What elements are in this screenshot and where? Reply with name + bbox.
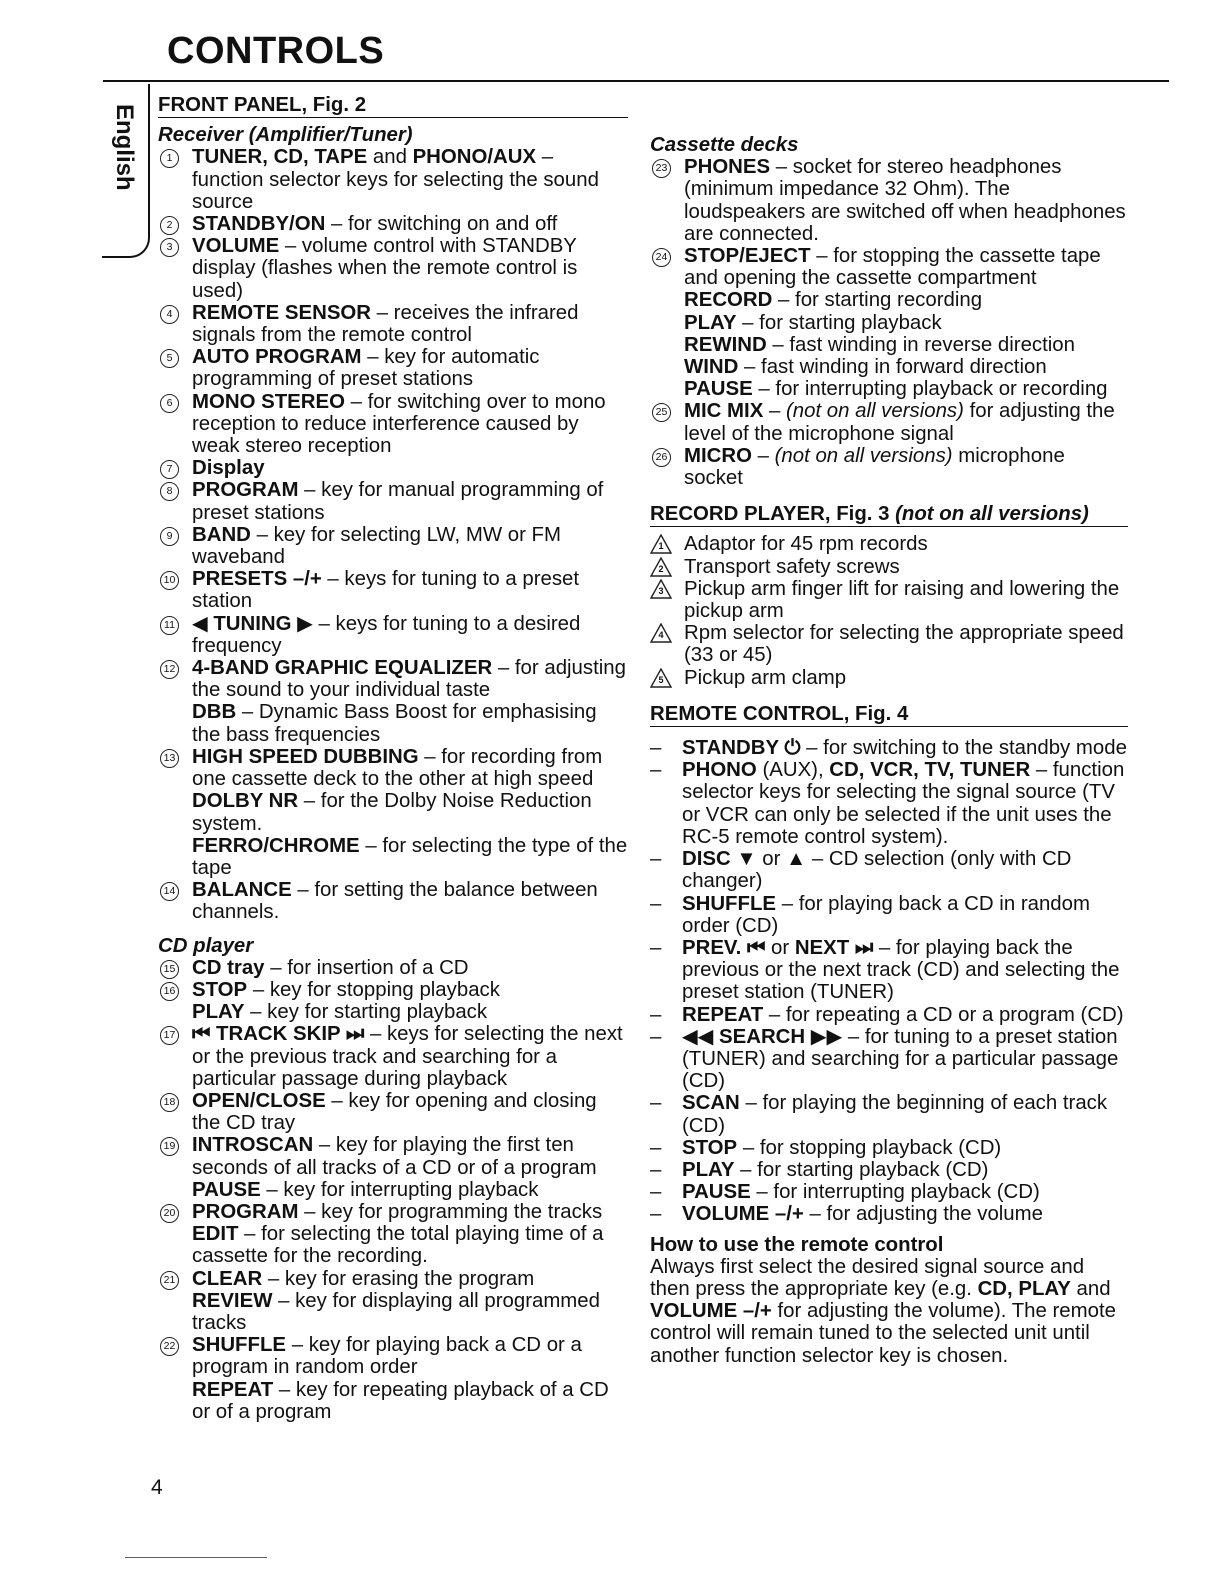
remote-key: NEXT ⏭ bbox=[794, 936, 874, 959]
control-key: TUNER, CD, TAPE bbox=[192, 146, 368, 169]
control-key: DBB bbox=[192, 701, 237, 724]
bottom-divider bbox=[125, 1557, 267, 1558]
record-player-description: Transport safety screws bbox=[684, 555, 900, 578]
warning-triangle-icon bbox=[650, 623, 672, 643]
control-description: – keys for selecting the next or the previous track and searching for a particular passage during playback bbox=[192, 1023, 623, 1090]
control-note: (not on all versions) bbox=[774, 444, 953, 467]
remote-control-item bbox=[650, 1026, 1128, 1093]
control-description: microphone socket bbox=[684, 444, 1065, 490]
control-description: – fast winding in forward direction bbox=[738, 356, 1047, 379]
remote-key: SCAN bbox=[682, 1092, 740, 1115]
control-description: – key for starting playback bbox=[244, 1001, 488, 1024]
control-key: STOP bbox=[192, 978, 248, 1001]
item-number-badge: 21 bbox=[160, 1271, 179, 1290]
item-number-badge: 5 bbox=[160, 349, 179, 368]
control-sub-item bbox=[650, 334, 1128, 356]
item-number-badge: 18 bbox=[160, 1093, 179, 1112]
control-key: CD tray bbox=[192, 956, 265, 979]
control-key: REPEAT bbox=[192, 1378, 274, 1401]
control-item bbox=[158, 613, 628, 657]
remote-description: – for repeating a CD or a program (CD) bbox=[763, 1003, 1124, 1026]
remote-control-list bbox=[650, 737, 1128, 1225]
control-description: – function selector keys for selecting the sound source bbox=[192, 146, 599, 213]
record-player-heading-text: RECORD PLAYER, Fig. 3 bbox=[650, 503, 896, 526]
item-number-badge: 10 bbox=[160, 571, 179, 590]
howto-text-2: and bbox=[1070, 1277, 1111, 1300]
control-description: – for starting recording bbox=[772, 289, 983, 312]
control-description: – key for selecting LW, MW or FM waveband bbox=[192, 523, 561, 569]
item-number-badge: 16 bbox=[160, 982, 179, 1001]
remote-control-item bbox=[650, 848, 1128, 892]
control-key: PAUSE bbox=[192, 1178, 261, 1201]
control-description: – key for opening and closing the CD tray bbox=[192, 1089, 597, 1135]
control-key: PAUSE bbox=[684, 378, 753, 401]
remote-key: VOLUME –/+ bbox=[682, 1203, 804, 1226]
language-tab bbox=[102, 84, 150, 258]
howto-paragraph bbox=[650, 1256, 1128, 1367]
control-description: – keys for tuning to a desired frequency bbox=[192, 612, 581, 657]
remote-control-item bbox=[650, 1137, 1128, 1159]
remote-control-heading: REMOTE CONTROL, Fig. 4 bbox=[650, 703, 1128, 727]
remote-control-item bbox=[650, 1181, 1128, 1203]
remote-control-item bbox=[650, 1092, 1128, 1136]
control-description: – for the Dolby Noise Reduction system. bbox=[192, 790, 592, 835]
control-key: PHONO/AUX bbox=[412, 146, 537, 169]
control-key: RECORD bbox=[684, 289, 773, 312]
page-title: CONTROLS bbox=[167, 30, 385, 72]
control-key: Display bbox=[192, 457, 265, 480]
remote-key: PAUSE bbox=[682, 1181, 751, 1204]
control-description: – for insertion of a CD bbox=[264, 956, 469, 979]
control-description: – for selecting the type of the tape bbox=[192, 834, 628, 879]
record-player-item bbox=[650, 578, 1128, 622]
record-player-item bbox=[650, 533, 1128, 555]
control-sub-item bbox=[158, 1379, 628, 1423]
language-label: English bbox=[111, 104, 138, 191]
control-key: ◀ TUNING ▶ bbox=[192, 612, 313, 635]
control-key: REMOTE SENSOR bbox=[192, 301, 372, 324]
control-key: PHONES bbox=[684, 156, 771, 179]
control-description: – Dynamic Bass Boost for emphasising the bass frequencies bbox=[192, 701, 597, 746]
howto-text-3: for adjusting the volume). The remote control will remain tuned to the selected unit until another function selector key is chosen. bbox=[650, 1300, 1116, 1367]
control-key: REVIEW bbox=[192, 1289, 273, 1312]
record-player-description: Pickup arm clamp bbox=[684, 666, 847, 689]
triangle-number: 2 bbox=[658, 563, 664, 574]
control-description: – key for manual programming of preset stations bbox=[192, 479, 604, 524]
control-key: MIC MIX bbox=[684, 400, 764, 423]
control-key: FERRO/CHROME bbox=[192, 834, 360, 857]
item-number-badge: 26 bbox=[652, 448, 671, 467]
top-divider bbox=[103, 80, 1169, 82]
control-description: – key for interrupting playback bbox=[260, 1178, 539, 1201]
control-item bbox=[158, 746, 628, 790]
control-description: – for starting playback bbox=[736, 311, 942, 334]
control-description: – for stopping the cassette tape and opening the cassette compartment bbox=[684, 245, 1101, 290]
control-description: – for setting the balance between channels. bbox=[192, 879, 598, 924]
warning-triangle-icon bbox=[650, 579, 672, 599]
remote-description: – for switching to the standby mode bbox=[800, 737, 1127, 760]
control-joiner: and bbox=[367, 146, 413, 169]
remote-description: – for playing back the previous or the next track (CD) and selecting the preset station (TUNER) bbox=[682, 936, 1120, 1004]
control-item bbox=[158, 1201, 628, 1223]
remote-control-item bbox=[650, 737, 1128, 759]
control-description: – fast winding in reverse direction bbox=[766, 333, 1075, 356]
control-item bbox=[650, 400, 1128, 444]
control-item bbox=[158, 457, 628, 479]
control-item bbox=[650, 156, 1128, 245]
item-number-badge: 19 bbox=[160, 1137, 179, 1156]
control-item bbox=[650, 245, 1128, 289]
control-sub-item bbox=[650, 289, 1128, 311]
control-key: SHUFFLE bbox=[192, 1334, 287, 1357]
record-player-heading-note: (not on all versions) bbox=[895, 503, 1089, 526]
control-key: PLAY bbox=[192, 1001, 245, 1024]
remote-description: – for tuning to a preset station (TUNER) and searching for a particular passage (CD) bbox=[682, 1025, 1119, 1093]
control-sub-item bbox=[158, 1290, 628, 1334]
remote-key: REPEAT bbox=[682, 1003, 764, 1026]
item-number-badge: 9 bbox=[160, 527, 179, 546]
control-key: HIGH SPEED DUBBING bbox=[192, 745, 419, 768]
cassette-subheading: Cassette decks bbox=[650, 134, 799, 156]
triangle-number: 1 bbox=[658, 541, 664, 552]
control-key: EDIT bbox=[192, 1223, 239, 1246]
record-player-description: Adaptor for 45 rpm records bbox=[684, 533, 928, 556]
item-number-badge: 2 bbox=[160, 216, 179, 235]
remote-joiner: (AUX), bbox=[756, 759, 830, 782]
remote-control-item bbox=[650, 937, 1128, 1004]
control-description: – key for displaying all programmed tracks bbox=[192, 1289, 600, 1334]
control-item bbox=[158, 1268, 628, 1290]
item-number-badge: 13 bbox=[160, 749, 179, 768]
remote-description: – for interrupting playback (CD) bbox=[750, 1181, 1040, 1204]
item-number-badge: 23 bbox=[652, 159, 671, 178]
control-item bbox=[158, 146, 628, 213]
control-note: (not on all versions) bbox=[785, 400, 964, 423]
howto-key-1: CD, PLAY bbox=[977, 1277, 1071, 1300]
item-number-badge: 6 bbox=[160, 394, 179, 413]
record-player-item bbox=[650, 622, 1128, 666]
remote-joiner: or bbox=[756, 848, 787, 871]
record-player-item bbox=[650, 556, 1128, 578]
control-description: – for recording from one cassette deck to the other at high speed bbox=[192, 745, 603, 791]
howto-heading: How to use the remote control bbox=[650, 1233, 944, 1256]
control-item bbox=[650, 445, 1128, 489]
control-item bbox=[158, 302, 628, 346]
control-item bbox=[158, 957, 628, 979]
front-panel-heading: FRONT PANEL, Fig. 2 bbox=[158, 94, 628, 118]
control-description: – for adjusting the sound to your individual taste bbox=[192, 657, 626, 702]
item-number-badge: 20 bbox=[160, 1204, 179, 1223]
control-sub-item bbox=[650, 312, 1128, 334]
remote-control-item bbox=[650, 1203, 1128, 1225]
control-item bbox=[158, 657, 628, 701]
remote-key: DISC ▼ bbox=[682, 848, 757, 871]
control-description: – key for erasing the program bbox=[262, 1267, 535, 1290]
right-column bbox=[650, 118, 1128, 1367]
control-key: VOLUME bbox=[192, 235, 280, 258]
item-number-badge: 22 bbox=[160, 1337, 179, 1356]
remote-key: CD, VCR, TV, TUNER bbox=[829, 759, 1031, 782]
control-sub-item bbox=[158, 835, 628, 879]
warning-triangle-icon bbox=[650, 668, 672, 688]
record-player-item bbox=[650, 667, 1128, 689]
warning-triangle-icon bbox=[650, 534, 672, 554]
control-description: – key for playing back a CD or a program in random order bbox=[192, 1334, 582, 1379]
item-number-badge: 11 bbox=[160, 616, 179, 635]
control-sub-item bbox=[158, 701, 628, 745]
warning-triangle-icon bbox=[650, 557, 672, 577]
control-key: ⏮ TRACK SKIP ⏭ bbox=[192, 1023, 365, 1046]
control-sub-item bbox=[158, 1001, 628, 1023]
remote-key: ◀◀ SEARCH ▶▶ bbox=[682, 1025, 843, 1048]
control-item bbox=[158, 524, 628, 568]
page-number: 4 bbox=[151, 1476, 163, 1499]
control-key: REWIND bbox=[684, 333, 767, 356]
item-number-badge: 14 bbox=[160, 882, 179, 901]
remote-description: – for playing the beginning of each track (CD) bbox=[682, 1092, 1108, 1137]
remote-key: SHUFFLE bbox=[682, 892, 777, 915]
control-description: – socket for stereo headphones (minimum impedance 32 Ohm). The loudspeakers are switched off when headphones are connected. bbox=[684, 156, 1126, 245]
remote-description: – for adjusting the volume bbox=[803, 1203, 1043, 1226]
triangle-number: 5 bbox=[658, 674, 664, 685]
control-key: BALANCE bbox=[192, 879, 292, 902]
control-description: – key for programming the tracks bbox=[298, 1200, 603, 1223]
control-item bbox=[158, 568, 628, 612]
control-description: – key for stopping playback bbox=[247, 978, 500, 1001]
control-description: – receives the infrared signals from the remote control bbox=[192, 301, 579, 347]
remote-key: ▲ bbox=[786, 848, 807, 871]
control-item bbox=[158, 479, 628, 523]
item-number-badge: 7 bbox=[160, 460, 179, 479]
remote-key: PHONO bbox=[682, 759, 757, 782]
control-sub-item bbox=[158, 1223, 628, 1267]
control-key: PROGRAM bbox=[192, 1200, 299, 1223]
control-key: PLAY bbox=[684, 311, 737, 334]
remote-description: – for stopping playback (CD) bbox=[737, 1136, 1002, 1159]
control-key: MONO STEREO bbox=[192, 390, 345, 413]
control-key: STOP/EJECT bbox=[684, 245, 811, 268]
control-description: – keys for tuning to a preset station bbox=[192, 568, 580, 613]
control-description: – key for repeating playback of a CD or of a program bbox=[192, 1378, 609, 1423]
receiver-list bbox=[158, 146, 628, 923]
control-key: PROGRAM bbox=[192, 479, 299, 502]
control-key: STANDBY/ON bbox=[192, 213, 326, 236]
item-number-badge: 24 bbox=[652, 248, 671, 267]
control-item bbox=[158, 1090, 628, 1134]
receiver-subheading: Receiver (Amplifier/Tuner) bbox=[158, 124, 413, 147]
control-item bbox=[158, 1023, 628, 1090]
record-player-list bbox=[650, 533, 1128, 688]
control-key: MICRO bbox=[684, 444, 752, 467]
control-item bbox=[158, 213, 628, 235]
control-sub-item bbox=[650, 378, 1128, 400]
remote-key: STOP bbox=[682, 1136, 738, 1159]
remote-description: – for playing back a CD in random order (CD) bbox=[682, 892, 1090, 937]
control-item bbox=[158, 391, 628, 458]
remote-description: – CD selection (only with CD changer) bbox=[682, 848, 1072, 893]
howto-text-1: Always first select the desired signal source and then press the appropriate key (e.g. bbox=[650, 1255, 1085, 1300]
control-key: WIND bbox=[684, 356, 739, 379]
item-number-badge: 4 bbox=[160, 305, 179, 324]
remote-control-item bbox=[650, 893, 1128, 937]
item-number-badge: 8 bbox=[160, 482, 179, 501]
remote-control-item bbox=[650, 759, 1128, 848]
remote-description: – for starting playback (CD) bbox=[734, 1158, 989, 1181]
control-key: BAND bbox=[192, 523, 251, 546]
control-item bbox=[158, 879, 628, 923]
control-sub-item bbox=[650, 356, 1128, 378]
remote-key: PLAY bbox=[682, 1158, 735, 1181]
control-description: – for switching over to mono reception to reduce interference caused by weak stereo reception bbox=[192, 390, 606, 458]
remote-control-item bbox=[650, 1159, 1128, 1181]
control-description: – key for playing the first ten seconds of all tracks of a CD or of a program bbox=[192, 1134, 597, 1179]
control-key: OPEN/CLOSE bbox=[192, 1089, 326, 1112]
remote-control-item bbox=[650, 1004, 1128, 1026]
control-item bbox=[158, 346, 628, 390]
control-sub-item bbox=[158, 1179, 628, 1201]
control-item bbox=[158, 235, 628, 302]
control-item bbox=[158, 1134, 628, 1178]
control-description: – key for automatic programming of preset stations bbox=[192, 346, 540, 391]
control-item bbox=[158, 979, 628, 1001]
control-description: – volume control with STANDBY display (flashes when the remote control is used) bbox=[192, 235, 578, 302]
item-number-badge: 15 bbox=[160, 960, 179, 979]
control-key: 4-BAND GRAPHIC EQUALIZER bbox=[192, 657, 493, 680]
record-player-heading bbox=[650, 503, 1128, 527]
control-description: – for selecting the total playing time of a cassette for the recording. bbox=[192, 1223, 604, 1268]
control-description: – for interrupting playback or recording bbox=[752, 378, 1108, 401]
control-key: INTROSCAN bbox=[192, 1134, 314, 1157]
control-key: PRESETS –/+ bbox=[192, 568, 322, 591]
control-joiner: – bbox=[751, 444, 775, 467]
cd-player-subheading: CD player bbox=[158, 934, 254, 957]
item-number-badge: 12 bbox=[160, 660, 179, 679]
remote-key: PREV. ⏮ bbox=[682, 936, 766, 959]
triangle-number: 4 bbox=[658, 630, 664, 641]
cd-player-list bbox=[158, 957, 628, 1423]
item-number-badge: 3 bbox=[160, 238, 179, 257]
item-number-badge: 25 bbox=[652, 403, 671, 422]
control-key: DOLBY NR bbox=[192, 790, 299, 813]
remote-key: STANDBY ⏻ bbox=[682, 737, 801, 760]
record-player-description: Pickup arm finger lift for raising and lowering the pickup arm bbox=[684, 577, 1120, 623]
remote-description: – function selector keys for selecting the signal source (TV or VCR can only be selected if the unit uses the RC-5 remote control system). bbox=[682, 759, 1125, 848]
item-number-badge: 17 bbox=[160, 1026, 179, 1045]
triangle-number: 3 bbox=[658, 585, 664, 596]
control-description: – for switching on and off bbox=[325, 213, 558, 236]
cassette-list bbox=[650, 156, 1128, 489]
left-column bbox=[158, 94, 628, 1423]
item-number-badge: 1 bbox=[160, 149, 179, 168]
control-key: CLEAR bbox=[192, 1267, 263, 1290]
howto-key-2: VOLUME –/+ bbox=[650, 1300, 772, 1323]
control-joiner: – bbox=[763, 400, 786, 423]
remote-joiner: or bbox=[765, 936, 795, 959]
control-sub-item bbox=[158, 790, 628, 834]
control-description: for adjusting the level of the microphone signal bbox=[684, 400, 1115, 445]
control-item bbox=[158, 1334, 628, 1378]
control-key: AUTO PROGRAM bbox=[192, 346, 362, 369]
record-player-description: Rpm selector for selecting the appropriate speed (33 or 45) bbox=[684, 622, 1124, 667]
